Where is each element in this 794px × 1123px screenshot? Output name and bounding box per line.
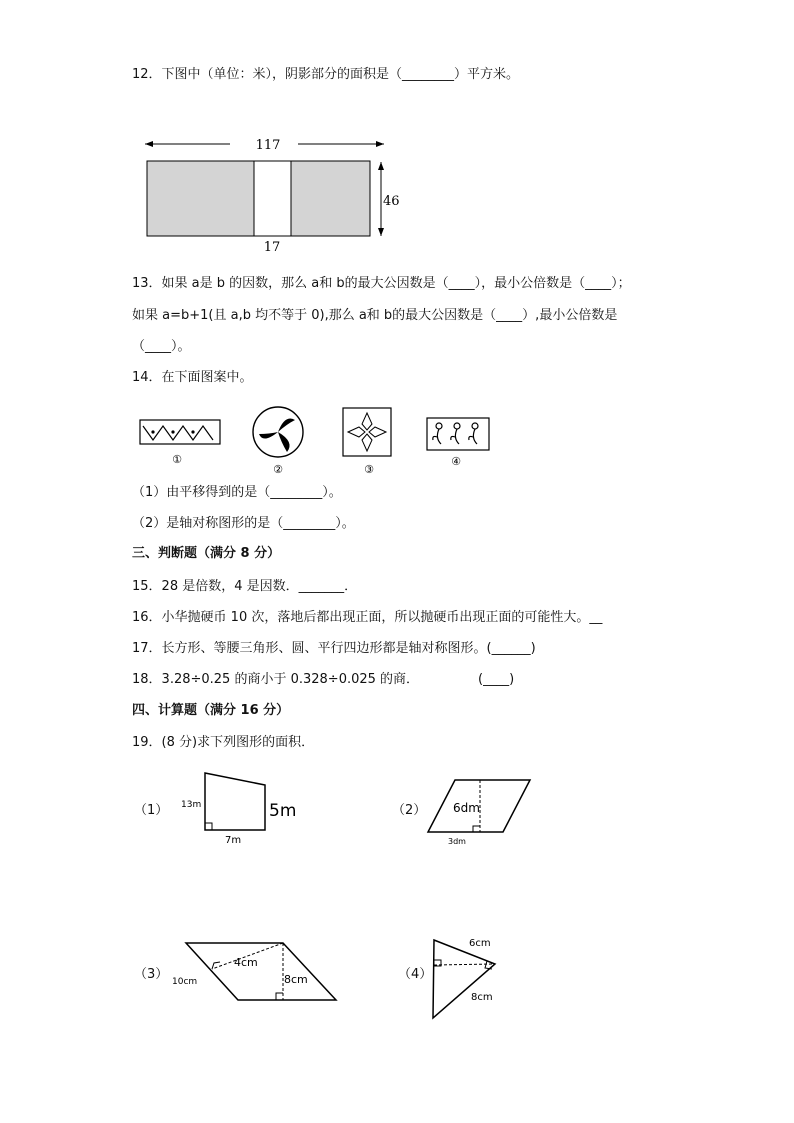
q19-label-3: （3） [134, 967, 169, 982]
q19-figure-2 [420, 772, 540, 852]
q13-line1: 13．如果 a是 b 的因数，那么 a和 b的最大公因数是（____），最小公倍数是（____）； [132, 276, 631, 291]
q12-bottom-label: 17 [263, 240, 281, 255]
q19-label-4: （4） [398, 967, 433, 982]
arrowhead-down [378, 228, 384, 236]
q13-line2: 如果 a=b+1(且 a,b 均不等于 0),那么 a和 b的最大公因数是（____）,最小公倍数是 [132, 308, 618, 323]
fig1-right-label: 5m [269, 801, 297, 821]
triangle-shape [433, 940, 495, 1018]
q14-sub2: （2）是轴对称图形的是（________）。 [132, 516, 355, 531]
q12-right-label: 46 [383, 194, 400, 209]
fig3-height2-label: 8cm [284, 973, 308, 986]
q14-text: 14．在下面图案中。 [132, 370, 253, 385]
q19-label-1: （1） [134, 803, 169, 818]
section4-title: 四、计算题（满分 16 分） [132, 703, 290, 718]
fig3-side-label: 10cm [172, 977, 198, 987]
q16-text: 16．小华抛硬币 10 次，落地后都出现正面，所以抛硬币出现正面的可能性大。__ [132, 610, 603, 625]
fig2-height-label: 6dm [453, 801, 480, 815]
parallelogram-shape [186, 943, 336, 1000]
q18-text: 18．3.28÷0.25 的商小于 0.328÷0.025 的商． [132, 672, 420, 687]
white-strip [254, 161, 291, 236]
q19-text: 19．(8 分)求下列图形的面积． [132, 735, 315, 750]
fig4-top-label: 6cm [469, 938, 491, 949]
pattern3-label: ③ [364, 463, 374, 474]
fig2-base-label: 3dm [448, 837, 466, 846]
section3-title: 三、判断题（满分 8 分） [132, 546, 281, 561]
q14-sub1: （1）由平移得到的是（________）。 [132, 485, 342, 500]
q13-line3: （____）。 [132, 339, 191, 354]
q19-figure-1 [175, 765, 315, 850]
q19-figure-4 [425, 932, 515, 1024]
right-angle-mark [205, 823, 212, 830]
pattern4-label: ④ [451, 455, 461, 468]
fig4-side-label: 8cm [471, 992, 493, 1003]
q19-figure-3 [168, 935, 343, 1010]
q12-figure [140, 130, 400, 258]
q15-text: 15．28 是倍数，4 是因数．_______． [132, 579, 358, 594]
q14-patterns [135, 402, 505, 474]
fig1-left-label: 13m [181, 800, 202, 810]
q12-top-label: 117 [255, 138, 281, 153]
right-angle-mark-2 [276, 993, 283, 1000]
arrowhead-up [378, 162, 384, 170]
q17-text: 17．长方形、等腰三角形、圆、平行四边形都是轴对称图形。(______) [132, 641, 536, 656]
pattern3-frame [343, 408, 391, 456]
q19-label-2: （2） [392, 803, 427, 818]
fig3-height1-label: 4cm [234, 956, 258, 969]
pattern1-label: ① [172, 453, 182, 466]
trapezoid-shape [205, 773, 265, 830]
right-angle-mark [473, 826, 480, 832]
pattern2-label: ② [273, 463, 283, 474]
q18-blank: (____) [478, 672, 515, 687]
fig1-bottom-label: 7m [225, 835, 242, 846]
arrowhead-right [376, 141, 384, 147]
q12-text: 12．下图中（单位：米），阴影部分的面积是（________）平方米。 [132, 67, 520, 82]
arrowhead-left [145, 141, 153, 147]
